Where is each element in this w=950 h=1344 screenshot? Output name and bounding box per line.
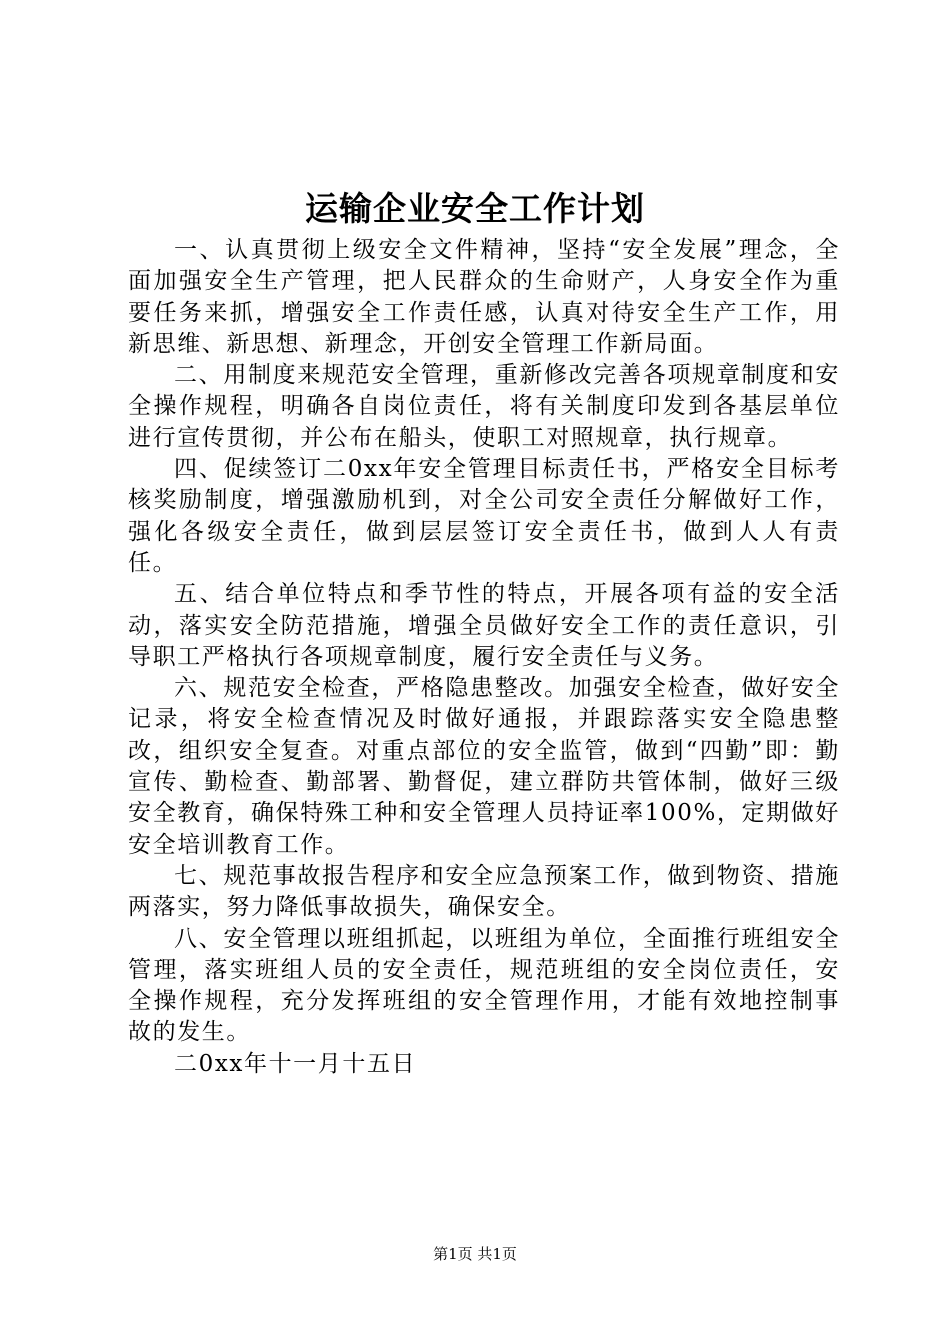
document-body (128, 235, 840, 1080)
paragraph-7: 七、规范事故报告程序和安全应急预案工作，做到物资、措施两落实，努力降低事故损失，确保安全。 (128, 862, 840, 921)
paragraph-1: 一、认真贯彻上级安全文件精神，坚持“安全发展”理念，全面加强安全生产管理，把人民群众的生命财产，人身安全作为重要任务来抓，增强安全工作责任感，认真对待安全生产工作，用新思维、新思想、新理念，开创安全管理工作新局面。 (128, 237, 840, 357)
document-title: 运输企业安全工作计划 (305, 189, 645, 228)
page-footer: 第1页 共1页 (433, 1245, 517, 1263)
paragraph-8: 八、安全管理以班组抓起，以班组为单位，全面推行班组安全管理，落实班组人员的安全责任，规范班组的安全岗位责任，安全操作规程，充分发挥班组的安全管理作用，才能有效地控制事故的发生。 (128, 925, 840, 1046)
paragraph-4: 四、促续签订二0xx年安全管理目标责任书，严格安全目标考核奖励制度，增强激励机到，对全公司安全责任分解做好工作，强化各级安全责任，做到层层签订安全责任书，做到人人有责任。 (128, 456, 840, 576)
paragraph-2: 二、用制度来规范安全管理，重新修改完善各项规章制度和安全操作规程，明确各自岗位责任，将有关制度印发到各基层单位进行宣传贯彻，并公布在船头，使职工对照规章，执行规章。 (128, 362, 840, 451)
document-date: 二0xx年十一月十五日 (174, 1050, 417, 1077)
paragraph-5: 五、结合单位特点和季节性的特点，开展各项有益的安全活动，落实安全防范措施，增强全员做好安全工作的责任意识，引导职工严格执行各项规章制度，履行安全责任与义务。 (128, 581, 840, 670)
paragraph-6: 六、规范安全检查，严格隐患整改。加强安全检查，做好安全记录，将安全检查情况及时做好通报，并跟踪落实安全隐患整改，组织安全复查。对重点部位的安全监管，做到“四勤”即：勤宣传、勤检查、勤部署、勤督促，建立群防共管体制，做好三级安全教育，确保特殊工种和安全管理人员持证率100%，定期做好安全培训教育工作。 (128, 675, 840, 858)
